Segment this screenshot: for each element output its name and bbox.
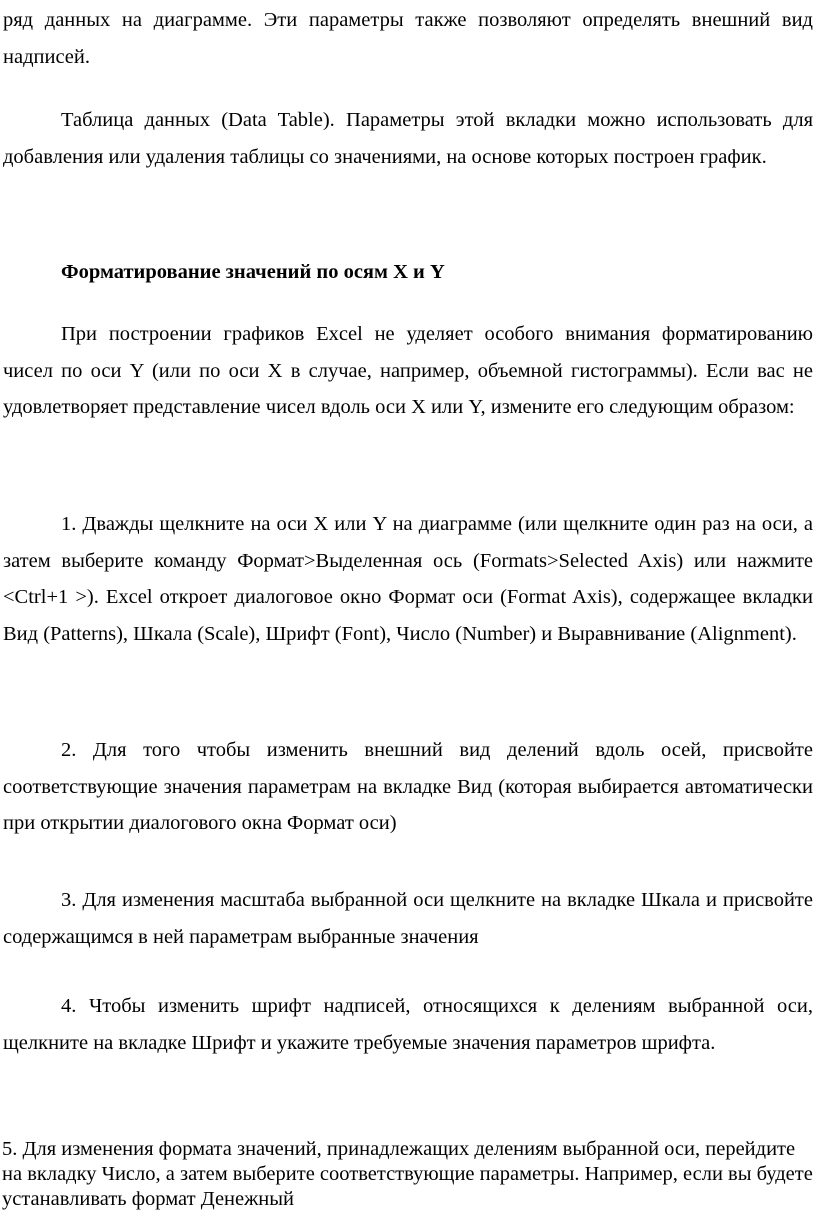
paragraph-step-1: 1. Дважды щелкните на оси X или Y на диаграмме (или щелкните один раз на оси, а затем выберите команду Формат>Выделенная ось (Formats>Selected Axis) или нажмите <Ctrl+1 >). Excel откроет диалоговое окно Формат оси (Format Axis), содержащее вкладки Вид (Patterns), Шкала (Scale), Шрифт (Font), Число (Number) и Выравнивание (Alignment).: [3, 513, 813, 645]
paragraph-step-5: 5. Для изменения формата значений, принадлежащих делениям выбранной оси, перейдите на вкладку Число, а затем выберите соответствующие параметры. Например, если вы будете устанавливать формат Денежный: [2, 1138, 813, 1210]
paragraph-step-4: 4. Чтобы изменить шрифт надписей, относящихся к делениям выбранной оси, щелкните на вкладке Шрифт и укажите требуемые значения параметров шрифта.: [3, 995, 813, 1054]
paragraph-axis-formatting-intro: При построении графиков Excel не уделяет особого внимания форматированию чисел по оси Y (или по оси X в случае, например, объемной гистограммы). Если вас не удовлетворяет представление чисел вдоль оси X или Y, измените его следующим образом:: [3, 323, 813, 418]
section-heading: Форматирование значений по осям X и Y: [61, 261, 445, 283]
paragraph-continuation: ряд данных на диаграмме. Эти параметры также позволяют определять внешний вид надписей.: [3, 9, 813, 68]
paragraph-step-2: 2. Для того чтобы изменить внешний вид делений вдоль осей, присвойте соответствующие значения параметрам на вкладке Вид (которая выбирается автоматически при открытии диалогового окна Формат оси): [3, 739, 813, 834]
paragraph-step-3: 3. Для изменения масштаба выбранной оси щелкните на вкладке Шкала и присвойте содержащимся в ней параметрам выбранные значения: [3, 889, 813, 948]
paragraph-data-table: Таблица данных (Data Table). Параметры этой вкладки можно использовать для добавления или удаления таблицы со значениями, на основе которых построен график.: [3, 109, 813, 168]
